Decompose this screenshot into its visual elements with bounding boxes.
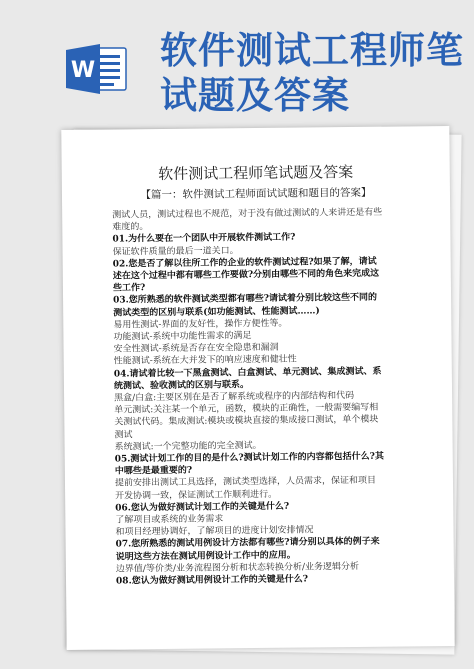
- answer-line: 功能测试-系统中功能性需求的满足: [113, 331, 252, 343]
- question-line: 05.测试计划工作的目的是什么?测试计划工作的内容都包括什么?其: [114, 451, 384, 465]
- banner-title: [160, 28, 464, 118]
- question-line: 08.您认为做好测试用例设计工作的关键是什么?: [115, 574, 308, 587]
- question-line: 06.您认为做好测试计划工作的关键是什么?: [115, 501, 290, 514]
- question-line: 述在这个过程中都有哪些工作要做?分别由哪些不同的角色来完成这: [112, 268, 380, 282]
- question-line: 07.您所熟悉的测试用例设计方法都有哪些?请分别以具体的例子来: [115, 537, 380, 550]
- word-document-icon: [66, 44, 128, 94]
- answer-line: 开发协调一致，保证测试工作顺利进行。: [115, 489, 278, 502]
- document-page: [61, 126, 454, 650]
- answer-line: 关测试代码。集成测试:模块或模块直接的集成接口测试，单个模块: [114, 415, 379, 428]
- question-line: 04.请试着比较一下黑盒测试、白盒测试、单元测试、集成测试、系: [113, 366, 382, 380]
- banner: [0, 0, 474, 118]
- answer-line: 测试: [114, 429, 133, 441]
- document-title: 软件测试工程师笔试题及答案: [158, 162, 354, 184]
- question-line: 02.您是否了解以往所工作的企业的软件测试过程?如果了解，请试: [112, 256, 377, 270]
- answer-line: 单元测试:关注某一个单元，函数，模块的正确性，一般需要编写相: [114, 402, 379, 416]
- document-subtitle: 【篇一：软件测试工程师面试试题和题目的答案】: [140, 186, 372, 202]
- answer-line: 和项目经理协调好，了解项目的进度计划安排情况: [115, 525, 314, 538]
- answer-line: 黑盒/白盒:主要区别在是否了解系统或程序的内部结构和代码: [114, 391, 355, 404]
- question-line: 统测试、验收测试的区别与联系。: [113, 379, 250, 392]
- banner-title-line-2: 试题及答案: [160, 74, 350, 117]
- answer-line: 系统测试:一个完整功能的完全测试。: [114, 440, 262, 453]
- answer-line: 性能测试-系统在大并发下的响应速度和健壮性: [113, 355, 297, 367]
- document-body: [112, 207, 398, 588]
- question-line: 01.为什么要在一个团队中开展软件测试工作?: [112, 233, 296, 245]
- answer-line: 了解项目或系统的业务需求: [115, 514, 224, 526]
- question-line: 测试类型的区别与联系(如功能测试、性能测试……): [113, 305, 320, 319]
- answer-line: 保证软件质量的最后一道关口。: [112, 245, 239, 258]
- word-logo-letter: W: [70, 58, 96, 83]
- answer-line: 难度的。: [112, 222, 149, 233]
- question-line: 说明这些方法在测试用例设计工作中的应用。: [115, 550, 296, 563]
- question-line: 03.您所熟悉的软件测试类型都有哪些?请试着分别比较这些不同的: [113, 293, 378, 306]
- answer-line: 安全性测试-系统是否存在安全隐患和漏洞: [113, 343, 279, 355]
- answer-line: 易用性测试-界面的友好性，操作方便性等。: [113, 318, 288, 331]
- answer-line: 边界值/等价类/业务流程图分析和状态转换分析/业务逻辑分析: [115, 561, 360, 575]
- answer-line: 提前安排出测试工具选择，测试类型选择，人员需求，保证和项目: [114, 476, 377, 489]
- banner-title-line-1: 软件测试工程师笔: [160, 29, 464, 72]
- answer-line: 测试人员，测试过程也不规范，对于没有做过测试的人来讲还是有些: [112, 207, 383, 221]
- question-line: 些工作?: [112, 283, 146, 294]
- question-line: 中哪些是最重要的?: [114, 465, 193, 477]
